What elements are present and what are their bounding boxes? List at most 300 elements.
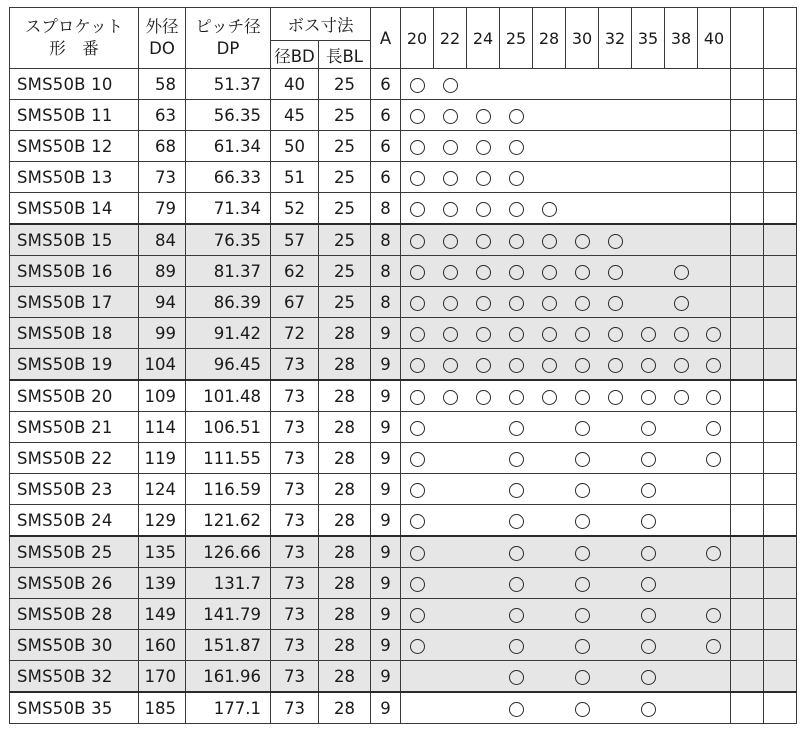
bore-cell-32 bbox=[599, 412, 632, 443]
bore-cell-24 bbox=[467, 131, 500, 162]
pitch-diameter-cell: 151.87 bbox=[186, 630, 271, 661]
bore-cell-22 bbox=[434, 474, 467, 505]
boss-length-cell: 25 bbox=[319, 193, 371, 225]
boss-diameter-cell: 40 bbox=[271, 69, 319, 100]
available-circle-icon bbox=[476, 327, 491, 342]
bore-cell-22 bbox=[434, 131, 467, 162]
available-circle-icon bbox=[542, 358, 557, 373]
boss-length-cell: 25 bbox=[319, 256, 371, 287]
bore-cell-40 bbox=[698, 505, 731, 537]
bore-cell-32 bbox=[599, 661, 632, 693]
available-circle-icon bbox=[575, 639, 590, 654]
blank-cell bbox=[731, 318, 764, 349]
table-row bbox=[10, 193, 797, 225]
bore-cell-22 bbox=[434, 349, 467, 381]
bore-cell-20 bbox=[401, 193, 434, 225]
a-cell: 8 bbox=[371, 224, 401, 256]
blank-cell bbox=[731, 474, 764, 505]
available-circle-icon bbox=[542, 296, 557, 311]
pitch-diameter-cell: 161.96 bbox=[186, 661, 271, 693]
table-row bbox=[10, 474, 797, 505]
header-a: A bbox=[371, 8, 401, 69]
table-row bbox=[10, 661, 797, 693]
bore-cell-22 bbox=[434, 224, 467, 256]
available-circle-icon bbox=[542, 390, 557, 405]
header-blank-1 bbox=[731, 8, 764, 69]
available-circle-icon bbox=[410, 546, 425, 561]
available-circle-icon bbox=[476, 202, 491, 217]
bore-cell-40 bbox=[698, 661, 731, 693]
available-circle-icon bbox=[509, 452, 524, 467]
bore-cell-38 bbox=[665, 287, 698, 318]
available-circle-icon bbox=[608, 296, 623, 311]
outer-diameter-cell: 94 bbox=[139, 287, 186, 318]
bore-cell-28 bbox=[533, 568, 566, 599]
bore-cell-22 bbox=[434, 568, 467, 599]
bore-cell-38 bbox=[665, 69, 698, 100]
blank-cell bbox=[764, 630, 797, 661]
blank-cell bbox=[731, 100, 764, 131]
bore-cell-20 bbox=[401, 100, 434, 131]
available-circle-icon bbox=[443, 265, 458, 280]
pitch-diameter-cell: 51.37 bbox=[186, 69, 271, 100]
available-circle-icon bbox=[509, 608, 524, 623]
outer-diameter-cell: 124 bbox=[139, 474, 186, 505]
model-cell: SMS50B 12 bbox=[10, 131, 139, 162]
header-bore-22: 22 bbox=[434, 8, 467, 69]
available-circle-icon bbox=[410, 483, 425, 498]
blank-cell bbox=[731, 256, 764, 287]
outer-diameter-cell: 89 bbox=[139, 256, 186, 287]
available-circle-icon bbox=[509, 639, 524, 654]
bore-cell-35 bbox=[632, 100, 665, 131]
bore-cell-35 bbox=[632, 630, 665, 661]
available-circle-icon bbox=[410, 421, 425, 436]
available-circle-icon bbox=[641, 390, 656, 405]
bore-cell-24 bbox=[467, 318, 500, 349]
available-circle-icon bbox=[509, 109, 524, 124]
bore-cell-22 bbox=[434, 692, 467, 724]
bore-cell-28 bbox=[533, 224, 566, 256]
bore-cell-24 bbox=[467, 536, 500, 568]
blank-cell bbox=[731, 692, 764, 724]
bore-cell-38 bbox=[665, 256, 698, 287]
boss-diameter-cell: 73 bbox=[271, 568, 319, 599]
bore-cell-38 bbox=[665, 162, 698, 193]
bore-cell-30 bbox=[566, 412, 599, 443]
available-circle-icon bbox=[509, 202, 524, 217]
a-cell: 8 bbox=[371, 256, 401, 287]
bore-cell-24 bbox=[467, 287, 500, 318]
a-cell: 9 bbox=[371, 318, 401, 349]
bore-cell-24 bbox=[467, 474, 500, 505]
boss-diameter-cell: 51 bbox=[271, 162, 319, 193]
available-circle-icon bbox=[641, 546, 656, 561]
table-row bbox=[10, 630, 797, 661]
a-cell: 9 bbox=[371, 505, 401, 537]
model-cell: SMS50B 28 bbox=[10, 599, 139, 630]
bore-cell-35 bbox=[632, 131, 665, 162]
a-cell: 9 bbox=[371, 380, 401, 412]
available-circle-icon bbox=[443, 327, 458, 342]
bore-cell-40 bbox=[698, 380, 731, 412]
a-cell: 9 bbox=[371, 599, 401, 630]
a-cell: 9 bbox=[371, 568, 401, 599]
bore-cell-24 bbox=[467, 380, 500, 412]
bore-cell-30 bbox=[566, 474, 599, 505]
bore-cell-20 bbox=[401, 349, 434, 381]
bore-cell-30 bbox=[566, 256, 599, 287]
header-bore-30: 30 bbox=[566, 8, 599, 69]
boss-diameter-cell: 73 bbox=[271, 380, 319, 412]
bore-cell-22 bbox=[434, 256, 467, 287]
header-model bbox=[10, 8, 139, 69]
bore-cell-22 bbox=[434, 287, 467, 318]
outer-diameter-cell: 109 bbox=[139, 380, 186, 412]
header-bore-32: 32 bbox=[599, 8, 632, 69]
bore-cell-24 bbox=[467, 692, 500, 724]
outer-diameter-cell: 135 bbox=[139, 536, 186, 568]
available-circle-icon bbox=[706, 639, 721, 654]
available-circle-icon bbox=[410, 140, 425, 155]
blank-cell bbox=[764, 536, 797, 568]
outer-diameter-cell: 73 bbox=[139, 162, 186, 193]
bore-cell-38 bbox=[665, 443, 698, 474]
available-circle-icon bbox=[542, 234, 557, 249]
table-row bbox=[10, 692, 797, 724]
available-circle-icon bbox=[575, 358, 590, 373]
boss-length-cell: 28 bbox=[319, 692, 371, 724]
bore-cell-22 bbox=[434, 318, 467, 349]
bore-cell-32 bbox=[599, 318, 632, 349]
bore-cell-38 bbox=[665, 568, 698, 599]
available-circle-icon bbox=[410, 109, 425, 124]
bore-cell-30 bbox=[566, 69, 599, 100]
available-circle-icon bbox=[706, 608, 721, 623]
model-cell: SMS50B 19 bbox=[10, 349, 139, 381]
table-row bbox=[10, 256, 797, 287]
boss-diameter-cell: 72 bbox=[271, 318, 319, 349]
bore-cell-40 bbox=[698, 69, 731, 100]
bore-cell-22 bbox=[434, 69, 467, 100]
available-circle-icon bbox=[509, 140, 524, 155]
available-circle-icon bbox=[641, 514, 656, 529]
available-circle-icon bbox=[509, 546, 524, 561]
table-row bbox=[10, 287, 797, 318]
bore-cell-38 bbox=[665, 599, 698, 630]
table-row bbox=[10, 505, 797, 537]
model-cell: SMS50B 16 bbox=[10, 256, 139, 287]
bore-cell-35 bbox=[632, 256, 665, 287]
available-circle-icon bbox=[410, 514, 425, 529]
bore-cell-32 bbox=[599, 224, 632, 256]
blank-cell bbox=[731, 661, 764, 693]
blank-cell bbox=[764, 474, 797, 505]
bore-cell-22 bbox=[434, 599, 467, 630]
boss-diameter-cell: 73 bbox=[271, 505, 319, 537]
pitch-diameter-cell: 121.62 bbox=[186, 505, 271, 537]
bore-cell-28 bbox=[533, 380, 566, 412]
bore-cell-28 bbox=[533, 505, 566, 537]
bore-cell-20 bbox=[401, 131, 434, 162]
sprocket-spec-table bbox=[9, 7, 797, 724]
bore-cell-35 bbox=[632, 661, 665, 693]
bore-cell-20 bbox=[401, 287, 434, 318]
bore-cell-20 bbox=[401, 443, 434, 474]
available-circle-icon bbox=[410, 265, 425, 280]
a-cell: 9 bbox=[371, 412, 401, 443]
bore-cell-35 bbox=[632, 474, 665, 505]
bore-cell-35 bbox=[632, 568, 665, 599]
bore-cell-25 bbox=[500, 380, 533, 412]
bore-cell-28 bbox=[533, 193, 566, 225]
boss-diameter-cell: 67 bbox=[271, 287, 319, 318]
bore-cell-35 bbox=[632, 599, 665, 630]
a-cell: 9 bbox=[371, 692, 401, 724]
boss-diameter-cell: 73 bbox=[271, 536, 319, 568]
bore-cell-28 bbox=[533, 100, 566, 131]
model-cell: SMS50B 35 bbox=[10, 692, 139, 724]
bore-cell-24 bbox=[467, 568, 500, 599]
bore-cell-24 bbox=[467, 162, 500, 193]
a-cell: 8 bbox=[371, 193, 401, 225]
available-circle-icon bbox=[509, 296, 524, 311]
boss-length-cell: 28 bbox=[319, 412, 371, 443]
bore-cell-25 bbox=[500, 568, 533, 599]
pitch-diameter-cell: 106.51 bbox=[186, 412, 271, 443]
blank-cell bbox=[731, 287, 764, 318]
bore-cell-22 bbox=[434, 536, 467, 568]
bore-cell-30 bbox=[566, 318, 599, 349]
available-circle-icon bbox=[509, 171, 524, 186]
bore-cell-22 bbox=[434, 100, 467, 131]
available-circle-icon bbox=[608, 390, 623, 405]
bore-cell-30 bbox=[566, 193, 599, 225]
header-bore-38: 38 bbox=[665, 8, 698, 69]
boss-length-cell: 28 bbox=[319, 474, 371, 505]
bore-cell-25 bbox=[500, 630, 533, 661]
outer-diameter-cell: 129 bbox=[139, 505, 186, 537]
available-circle-icon bbox=[575, 483, 590, 498]
bore-cell-40 bbox=[698, 349, 731, 381]
bore-cell-32 bbox=[599, 505, 632, 537]
model-cell: SMS50B 11 bbox=[10, 100, 139, 131]
header-bore-28: 28 bbox=[533, 8, 566, 69]
available-circle-icon bbox=[674, 265, 689, 280]
bore-cell-30 bbox=[566, 568, 599, 599]
bore-cell-40 bbox=[698, 412, 731, 443]
blank-cell bbox=[764, 131, 797, 162]
table-row bbox=[10, 568, 797, 599]
model-cell: SMS50B 21 bbox=[10, 412, 139, 443]
pitch-diameter-cell: 111.55 bbox=[186, 443, 271, 474]
bore-cell-24 bbox=[467, 505, 500, 537]
outer-diameter-cell: 114 bbox=[139, 412, 186, 443]
bore-cell-40 bbox=[698, 256, 731, 287]
bore-cell-32 bbox=[599, 380, 632, 412]
boss-diameter-cell: 50 bbox=[271, 131, 319, 162]
boss-length-cell: 28 bbox=[319, 318, 371, 349]
bore-cell-38 bbox=[665, 100, 698, 131]
available-circle-icon bbox=[641, 702, 656, 717]
available-circle-icon bbox=[410, 577, 425, 592]
bore-cell-25 bbox=[500, 256, 533, 287]
header-boss: ボス寸法 bbox=[271, 8, 371, 41]
bore-cell-24 bbox=[467, 599, 500, 630]
available-circle-icon bbox=[509, 514, 524, 529]
table-row bbox=[10, 349, 797, 381]
blank-cell bbox=[731, 224, 764, 256]
bore-cell-22 bbox=[434, 661, 467, 693]
bore-cell-40 bbox=[698, 568, 731, 599]
available-circle-icon bbox=[641, 327, 656, 342]
outer-diameter-cell: 185 bbox=[139, 692, 186, 724]
boss-diameter-cell: 45 bbox=[271, 100, 319, 131]
available-circle-icon bbox=[608, 234, 623, 249]
available-circle-icon bbox=[443, 296, 458, 311]
bore-cell-28 bbox=[533, 474, 566, 505]
a-cell: 8 bbox=[371, 287, 401, 318]
blank-cell bbox=[764, 318, 797, 349]
model-cell: SMS50B 26 bbox=[10, 568, 139, 599]
available-circle-icon bbox=[410, 452, 425, 467]
available-circle-icon bbox=[575, 452, 590, 467]
model-cell: SMS50B 25 bbox=[10, 536, 139, 568]
outer-diameter-cell: 99 bbox=[139, 318, 186, 349]
blank-cell bbox=[764, 193, 797, 225]
bore-cell-25 bbox=[500, 69, 533, 100]
table-row bbox=[10, 69, 797, 100]
blank-cell bbox=[764, 661, 797, 693]
header-bore-40: 40 bbox=[698, 8, 731, 69]
pitch-diameter-cell: 131.7 bbox=[186, 568, 271, 599]
header-boss-diameter: 径BD bbox=[271, 41, 319, 69]
bore-cell-38 bbox=[665, 224, 698, 256]
bore-cell-30 bbox=[566, 661, 599, 693]
bore-cell-35 bbox=[632, 692, 665, 724]
a-cell: 6 bbox=[371, 100, 401, 131]
blank-cell bbox=[764, 599, 797, 630]
available-circle-icon bbox=[608, 327, 623, 342]
header-dp-line1: ピッチ径 bbox=[195, 16, 261, 36]
available-circle-icon bbox=[476, 140, 491, 155]
bore-cell-35 bbox=[632, 349, 665, 381]
bore-cell-40 bbox=[698, 193, 731, 225]
bore-cell-32 bbox=[599, 630, 632, 661]
pitch-diameter-cell: 116.59 bbox=[186, 474, 271, 505]
bore-cell-24 bbox=[467, 256, 500, 287]
bore-cell-38 bbox=[665, 193, 698, 225]
table-row bbox=[10, 131, 797, 162]
blank-cell bbox=[731, 69, 764, 100]
bore-cell-22 bbox=[434, 505, 467, 537]
blank-cell bbox=[764, 287, 797, 318]
bore-cell-20 bbox=[401, 474, 434, 505]
bore-cell-30 bbox=[566, 131, 599, 162]
bore-cell-30 bbox=[566, 162, 599, 193]
bore-cell-32 bbox=[599, 287, 632, 318]
table-row bbox=[10, 380, 797, 412]
bore-cell-22 bbox=[434, 162, 467, 193]
bore-cell-20 bbox=[401, 412, 434, 443]
boss-diameter-cell: 73 bbox=[271, 661, 319, 693]
boss-diameter-cell: 52 bbox=[271, 193, 319, 225]
bore-cell-20 bbox=[401, 505, 434, 537]
available-circle-icon bbox=[706, 358, 721, 373]
model-cell: SMS50B 22 bbox=[10, 443, 139, 474]
a-cell: 6 bbox=[371, 69, 401, 100]
bore-cell-28 bbox=[533, 661, 566, 693]
bore-cell-28 bbox=[533, 630, 566, 661]
bore-cell-38 bbox=[665, 661, 698, 693]
outer-diameter-cell: 119 bbox=[139, 443, 186, 474]
blank-cell bbox=[731, 380, 764, 412]
a-cell: 9 bbox=[371, 349, 401, 381]
boss-diameter-cell: 73 bbox=[271, 692, 319, 724]
bore-cell-20 bbox=[401, 568, 434, 599]
bore-cell-40 bbox=[698, 536, 731, 568]
available-circle-icon bbox=[706, 452, 721, 467]
bore-cell-22 bbox=[434, 380, 467, 412]
bore-cell-28 bbox=[533, 131, 566, 162]
model-cell: SMS50B 13 bbox=[10, 162, 139, 193]
available-circle-icon bbox=[575, 546, 590, 561]
available-circle-icon bbox=[542, 265, 557, 280]
model-cell: SMS50B 15 bbox=[10, 224, 139, 256]
table-row bbox=[10, 443, 797, 474]
bore-cell-20 bbox=[401, 536, 434, 568]
boss-length-cell: 28 bbox=[319, 536, 371, 568]
available-circle-icon bbox=[641, 483, 656, 498]
available-circle-icon bbox=[476, 390, 491, 405]
blank-cell bbox=[731, 349, 764, 381]
header-bore-25: 25 bbox=[500, 8, 533, 69]
table-row bbox=[10, 599, 797, 630]
boss-length-cell: 28 bbox=[319, 443, 371, 474]
boss-diameter-cell: 73 bbox=[271, 474, 319, 505]
blank-cell bbox=[731, 630, 764, 661]
available-circle-icon bbox=[674, 358, 689, 373]
pitch-diameter-cell: 71.34 bbox=[186, 193, 271, 225]
available-circle-icon bbox=[410, 78, 425, 93]
bore-cell-24 bbox=[467, 630, 500, 661]
available-circle-icon bbox=[443, 358, 458, 373]
blank-cell bbox=[731, 536, 764, 568]
boss-length-cell: 28 bbox=[319, 349, 371, 381]
bore-cell-25 bbox=[500, 162, 533, 193]
bore-cell-30 bbox=[566, 100, 599, 131]
available-circle-icon bbox=[641, 670, 656, 685]
bore-cell-40 bbox=[698, 692, 731, 724]
boss-diameter-cell: 73 bbox=[271, 630, 319, 661]
outer-diameter-cell: 104 bbox=[139, 349, 186, 381]
a-cell: 9 bbox=[371, 474, 401, 505]
available-circle-icon bbox=[575, 702, 590, 717]
bore-cell-25 bbox=[500, 536, 533, 568]
bore-cell-20 bbox=[401, 69, 434, 100]
boss-length-cell: 25 bbox=[319, 69, 371, 100]
available-circle-icon bbox=[575, 608, 590, 623]
bore-cell-30 bbox=[566, 692, 599, 724]
outer-diameter-cell: 58 bbox=[139, 69, 186, 100]
boss-diameter-cell: 73 bbox=[271, 443, 319, 474]
bore-cell-25 bbox=[500, 193, 533, 225]
available-circle-icon bbox=[509, 421, 524, 436]
boss-length-cell: 28 bbox=[319, 505, 371, 537]
header-pitch-diameter bbox=[186, 8, 271, 69]
boss-length-cell: 25 bbox=[319, 224, 371, 256]
available-circle-icon bbox=[476, 265, 491, 280]
